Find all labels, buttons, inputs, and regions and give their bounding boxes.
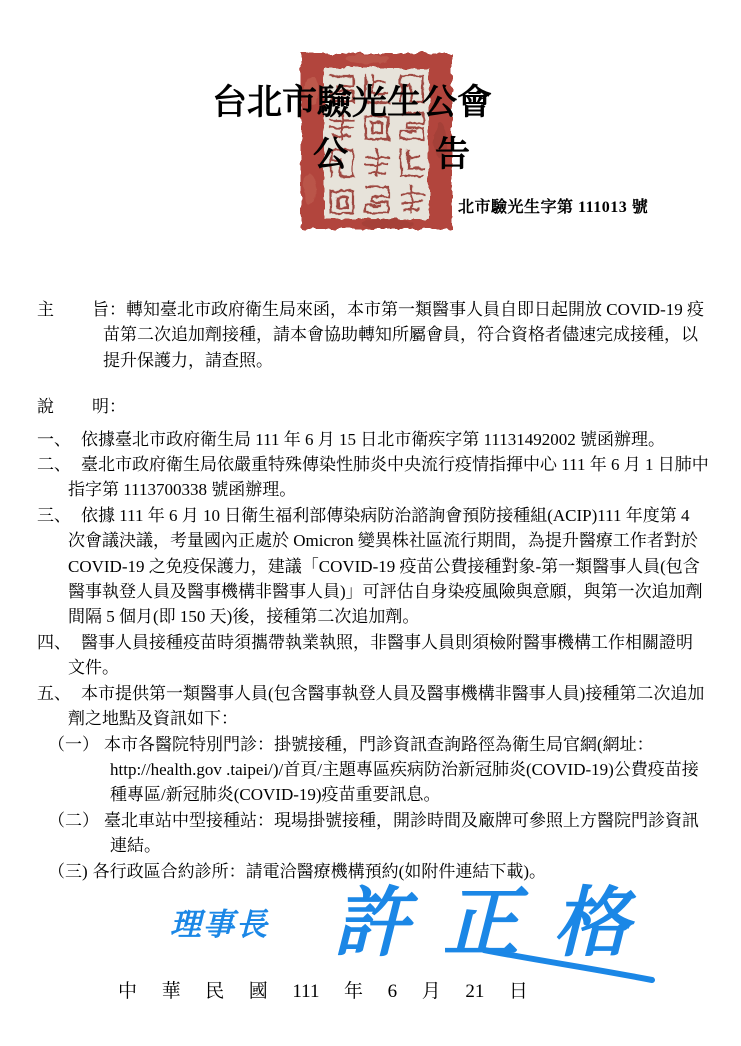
announcement-char-1: 公 xyxy=(313,135,349,174)
subject-text: 轉知臺北市政府衛生局來函，本市第一類醫事人員自即日起開放 COVID-19 疫苗第二次追加劑接種，請本會協助轉知所屬會員，符合資格者儘速完成接種，以提升保護力，請查照。 xyxy=(103,300,704,370)
announcement-char-2: 告 xyxy=(434,135,470,174)
item-text: 依據臺北市政府衛生局 111 年 6 月 15 日北市衛疾字第 11131492002 號函辦理。 xyxy=(81,429,665,449)
date-token: 中 xyxy=(118,981,138,1002)
subject-paragraph xyxy=(37,297,709,373)
item-text: 本市提供第一類醫事人員(包含醫事執登人員及醫事機構非醫事人員)接種第二次追加劑之地點及資訊如下： xyxy=(68,683,705,729)
subitem-text: 本市各醫院特別門診：掛號接種，門診資訊查詢路徑為衛生局官網(網址：http://health.gov .taipei/)/首頁/主題專區疾病防治新冠肺炎(COVID-19)公費疫苗接種專區/新冠肺炎(COVID-19)疫苗重要訊息。 xyxy=(104,734,699,805)
item-marker: 五、 xyxy=(37,683,71,703)
explanation-item-5 xyxy=(37,681,709,732)
explanation-subitem-2 xyxy=(48,808,709,859)
announcement-heading xyxy=(313,136,470,174)
date-token: 21 xyxy=(465,981,485,1002)
date-line xyxy=(118,980,528,1004)
explanation-item-3 xyxy=(37,503,709,630)
reference-number: 北市驗光生字第 111013 號 xyxy=(458,199,649,216)
explanation-label-first: 說 xyxy=(37,397,54,417)
item-marker: 二、 xyxy=(37,455,71,475)
subitem-marker: （一） xyxy=(48,734,99,754)
date-token: 日 xyxy=(508,981,528,1002)
subitem-marker: （二） xyxy=(48,810,99,830)
item-text: 臺北市政府衛生局依嚴重特殊傳染性肺炎中央流行疫情指揮中心 111 年 6 月 1 日肺中指字第 1113700338 號函辦理。 xyxy=(68,455,709,500)
explanation-label xyxy=(37,394,709,419)
item-marker: 一、 xyxy=(37,429,71,449)
date-token: 民 xyxy=(205,981,225,1002)
item-marker: 四、 xyxy=(37,632,71,652)
subject-label-first: 主 xyxy=(37,300,54,319)
explanation-subitem-3 xyxy=(48,859,709,884)
date-token: 華 xyxy=(161,981,181,1002)
item-text: 醫事人員接種疫苗時須攜帶執業執照，非醫事人員則須檢附醫事機構工作相關證明文件。 xyxy=(68,632,693,678)
date-token: 6 xyxy=(387,981,398,1002)
explanation-item-4 xyxy=(37,630,709,681)
date-token: 月 xyxy=(421,981,441,1002)
explanation-label-second: 明： xyxy=(92,397,126,417)
subitem-text: 臺北車站中型接種站：現場掛號接種，開診時間及廠牌可參照上方醫院門診資訊連結。 xyxy=(104,810,699,856)
explanation-item-2 xyxy=(37,452,709,503)
explanation-item-1 xyxy=(37,427,709,452)
date-token: 國 xyxy=(248,981,268,1002)
item-text: 依據 111 年 6 月 10 日衛生福利部傳染病防治諮詢會預防接種組(ACIP)111 年度第 4 次會議決議，考量國內正處於 Omicron 變異株社區流行期間，為提升醫療工作者對於 COVID-19 之免疫保護力，建議「COVID-19 疫苗公費接種對象-第一類醫事人員(包含醫事執登人員及醫事機構非醫事人員)」可評估自身染疫風險與意願，與第一次追加劑間隔 5 個月(即 150 天)後，接種第二次追加劑。 xyxy=(68,505,703,627)
date-token: 年 xyxy=(344,981,364,1002)
date-token: 111 xyxy=(292,981,320,1002)
item-marker: 三、 xyxy=(37,505,71,525)
document-body xyxy=(37,297,709,884)
explanation-items xyxy=(37,427,709,884)
subitem-text: 各行政區合約診所：請電洽醫療機構預約(如附件連結下載)。 xyxy=(92,861,546,881)
explanation-subitem-1 xyxy=(48,732,709,808)
subject-label-second: 旨： xyxy=(92,300,126,319)
organization-title: 台北市驗光生公會 xyxy=(211,83,492,122)
subitem-marker: （三) xyxy=(48,861,88,881)
chairman-signature: 許正格 xyxy=(333,882,663,966)
chairman-title: 理事長 xyxy=(170,907,269,942)
